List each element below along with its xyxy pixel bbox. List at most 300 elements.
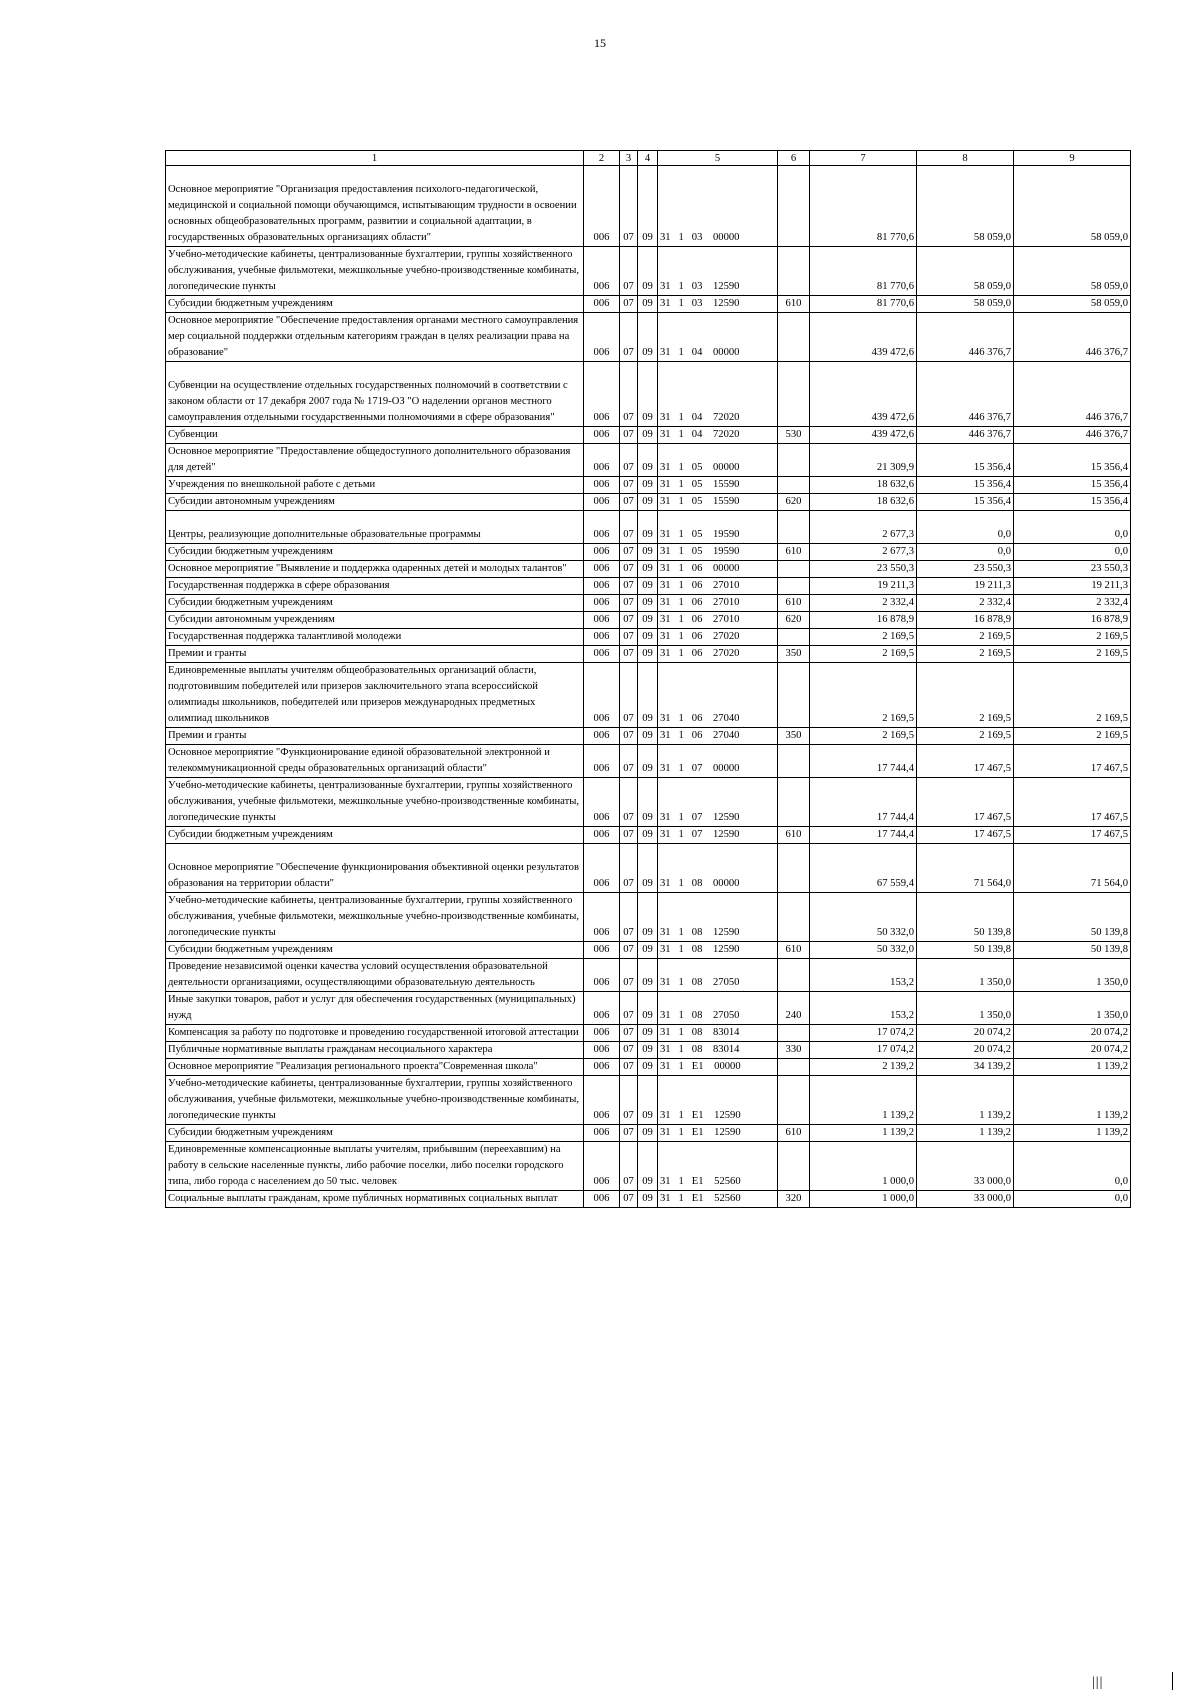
subsection-code-cell: 09 [638, 959, 658, 992]
table-row [166, 494, 1131, 511]
amount-col9-cell: 50 139,8 [1014, 893, 1131, 942]
amount-col9-cell: 2 169,5 [1014, 728, 1131, 745]
amount-col9-cell: 0,0 [1014, 511, 1131, 544]
row-name-cell: Учебно-методические кабинеты, централизованные бухгалтерии, группы хозяйственного обслуживания, учебные фильмотеки, межшкольные учебно-производственные комбинаты, логопедические пункты [166, 247, 584, 296]
table-row [166, 595, 1131, 612]
target-item-code-cell: 31 1 06 27010 [658, 595, 778, 612]
section-code-cell: 07 [620, 313, 638, 362]
table-row [166, 844, 1131, 893]
target-item-code-cell: 31 1 E1 12590 [658, 1076, 778, 1125]
row-name-cell: Субсидии бюджетным учреждениям [166, 1125, 584, 1142]
subsection-code-cell: 09 [638, 745, 658, 778]
target-item-code-cell: 31 1 08 83014 [658, 1025, 778, 1042]
amount-col8-cell: 2 169,5 [917, 728, 1014, 745]
table-row [166, 1025, 1131, 1042]
table-row [166, 942, 1131, 959]
amount-col8-cell: 20 074,2 [917, 1042, 1014, 1059]
subsection-code-cell: 09 [638, 544, 658, 561]
amount-col8-cell: 15 356,4 [917, 477, 1014, 494]
subsection-code-cell: 09 [638, 494, 658, 511]
amount-col8-cell: 17 467,5 [917, 778, 1014, 827]
amount-col9-cell: 1 350,0 [1014, 992, 1131, 1025]
section-code-cell: 07 [620, 992, 638, 1025]
chapter-code-cell: 006 [584, 362, 620, 427]
amount-col8-cell: 58 059,0 [917, 296, 1014, 313]
amount-col9-cell: 23 550,3 [1014, 561, 1131, 578]
amount-col8-cell: 19 211,3 [917, 578, 1014, 595]
row-name-cell: Премии и гранты [166, 646, 584, 663]
table-row [166, 296, 1131, 313]
row-name-cell: Основное мероприятие "Функционирование единой образовательной электронной и телекоммуникационной среды образовательных организаций области" [166, 745, 584, 778]
subsection-code-cell: 09 [638, 166, 658, 247]
section-code-cell: 07 [620, 745, 638, 778]
target-item-code-cell: 31 1 E1 12590 [658, 1125, 778, 1142]
table-row [166, 166, 1131, 247]
subsection-code-cell: 09 [638, 1076, 658, 1125]
table-row [166, 544, 1131, 561]
row-name-cell: Субсидии бюджетным учреждениям [166, 827, 584, 844]
section-code-cell: 07 [620, 544, 638, 561]
expense-type-cell: 610 [778, 595, 810, 612]
amount-col7-cell: 2 169,5 [810, 663, 917, 728]
expense-type-cell [778, 362, 810, 427]
amount-col7-cell: 81 770,6 [810, 247, 917, 296]
subsection-code-cell: 09 [638, 844, 658, 893]
chapter-code-cell: 006 [584, 1191, 620, 1208]
header-cell: 5 [658, 151, 778, 166]
row-name-cell: Основное мероприятие "Предоставление общедоступного дополнительного образования для детей" [166, 444, 584, 477]
table-row [166, 511, 1131, 544]
expense-type-cell [778, 578, 810, 595]
target-item-code-cell: 31 1 07 12590 [658, 778, 778, 827]
chapter-code-cell: 006 [584, 1042, 620, 1059]
amount-col8-cell: 50 139,8 [917, 893, 1014, 942]
row-name-cell: Субсидии бюджетным учреждениям [166, 942, 584, 959]
row-name-cell: Основное мероприятие "Организация предоставления психолого-педагогической, медицинской и социальной помощи обучающимся, испытывающим трудности в освоении основных общеобразовательных программ, развитии и социальной адаптации, в государственных образовательных организациях области" [166, 166, 584, 247]
row-name-cell: Субсидии бюджетным учреждениям [166, 296, 584, 313]
amount-col7-cell: 2 677,3 [810, 544, 917, 561]
chapter-code-cell: 006 [584, 959, 620, 992]
target-item-code-cell: 31 1 06 27020 [658, 629, 778, 646]
target-item-code-cell: 31 1 08 27050 [658, 959, 778, 992]
expense-type-cell: 610 [778, 1125, 810, 1142]
chapter-code-cell: 006 [584, 427, 620, 444]
amount-col8-cell: 58 059,0 [917, 166, 1014, 247]
target-item-code-cell: 31 1 08 83014 [658, 1042, 778, 1059]
target-item-code-cell: 31 1 05 19590 [658, 544, 778, 561]
amount-col9-cell: 15 356,4 [1014, 444, 1131, 477]
row-name-cell: Учебно-методические кабинеты, централизованные бухгалтерии, группы хозяйственного обслуживания, учебные фильмотеки, межшкольные учебно-производственные комбинаты, логопедические пункты [166, 893, 584, 942]
table-row [166, 778, 1131, 827]
subsection-code-cell: 09 [638, 427, 658, 444]
target-item-code-cell: 31 1 06 27020 [658, 646, 778, 663]
amount-col7-cell: 2 169,5 [810, 646, 917, 663]
subsection-code-cell: 09 [638, 1059, 658, 1076]
row-name-cell: Единовременные компенсационные выплаты учителям, прибывшим (переехавшим) на работу в сельские населенные пункты, либо рабочие поселки, либо поселки городского типа, либо города с населением до 50 тыс. человек [166, 1142, 584, 1191]
chapter-code-cell: 006 [584, 313, 620, 362]
target-item-code-cell: 31 1 06 27040 [658, 663, 778, 728]
amount-col8-cell: 2 169,5 [917, 663, 1014, 728]
amount-col9-cell: 1 350,0 [1014, 959, 1131, 992]
subsection-code-cell: 09 [638, 629, 658, 646]
row-name-cell: Учреждения по внешкольной работе с детьми [166, 477, 584, 494]
row-name-cell: Основное мероприятие "Выявление и поддержка одаренных детей и молодых талантов" [166, 561, 584, 578]
target-item-code-cell: 31 1 03 12590 [658, 296, 778, 313]
amount-col9-cell: 446 376,7 [1014, 313, 1131, 362]
section-code-cell: 07 [620, 1142, 638, 1191]
amount-col8-cell: 2 169,5 [917, 646, 1014, 663]
expense-type-cell: 610 [778, 942, 810, 959]
chapter-code-cell: 006 [584, 844, 620, 893]
chapter-code-cell: 006 [584, 778, 620, 827]
chapter-code-cell: 006 [584, 827, 620, 844]
target-item-code-cell: 31 1 04 72020 [658, 362, 778, 427]
amount-col9-cell: 17 467,5 [1014, 778, 1131, 827]
section-code-cell: 07 [620, 942, 638, 959]
section-code-cell: 07 [620, 166, 638, 247]
amount-col9-cell: 0,0 [1014, 544, 1131, 561]
expense-type-cell [778, 313, 810, 362]
amount-col9-cell: 1 139,2 [1014, 1125, 1131, 1142]
amount-col9-cell: 58 059,0 [1014, 166, 1131, 247]
header-cell: 7 [810, 151, 917, 166]
expense-type-cell: 620 [778, 612, 810, 629]
target-item-code-cell: 31 1 05 00000 [658, 444, 778, 477]
amount-col7-cell: 439 472,6 [810, 362, 917, 427]
expense-type-cell [778, 629, 810, 646]
amount-col7-cell: 67 559,4 [810, 844, 917, 893]
amount-col8-cell: 1 350,0 [917, 992, 1014, 1025]
subsection-code-cell: 09 [638, 362, 658, 427]
expense-type-cell [778, 745, 810, 778]
amount-col8-cell: 71 564,0 [917, 844, 1014, 893]
amount-col7-cell: 17 744,4 [810, 778, 917, 827]
chapter-code-cell: 006 [584, 646, 620, 663]
section-code-cell: 07 [620, 1076, 638, 1125]
amount-col7-cell: 18 632,6 [810, 477, 917, 494]
row-name-cell: Субсидии автономным учреждениям [166, 494, 584, 511]
amount-col8-cell: 0,0 [917, 544, 1014, 561]
subsection-code-cell: 09 [638, 778, 658, 827]
target-item-code-cell: 31 1 05 19590 [658, 511, 778, 544]
table-row [166, 1191, 1131, 1208]
row-name-cell: Субвенции на осуществление отдельных государственных полномочий в соответствии с законом области от 17 декабря 2007 года № 1719-ОЗ "О наделении органов местного самоуправления отдельными государственными полномочиями в сфере образования" [166, 362, 584, 427]
expense-type-cell: 610 [778, 296, 810, 313]
expense-type-cell [778, 477, 810, 494]
header-cell: 2 [584, 151, 620, 166]
subsection-code-cell: 09 [638, 827, 658, 844]
subsection-code-cell: 09 [638, 942, 658, 959]
margin-marks: ||| [1092, 1675, 1104, 1690]
section-code-cell: 07 [620, 844, 638, 893]
header-cell: 1 [166, 151, 584, 166]
subsection-code-cell: 09 [638, 578, 658, 595]
amount-col8-cell: 33 000,0 [917, 1142, 1014, 1191]
subsection-code-cell: 09 [638, 296, 658, 313]
chapter-code-cell: 006 [584, 595, 620, 612]
amount-col8-cell: 15 356,4 [917, 494, 1014, 511]
amount-col9-cell: 0,0 [1014, 1142, 1131, 1191]
section-code-cell: 07 [620, 1025, 638, 1042]
row-name-cell: Основное мероприятие "Обеспечение функционирования объективной оценки результатов образования на территории области" [166, 844, 584, 893]
amount-col9-cell: 446 376,7 [1014, 427, 1131, 444]
header-cell: 6 [778, 151, 810, 166]
section-code-cell: 07 [620, 444, 638, 477]
table-row [166, 959, 1131, 992]
chapter-code-cell: 006 [584, 992, 620, 1025]
table-row [166, 1142, 1131, 1191]
target-item-code-cell: 31 1 E1 52560 [658, 1142, 778, 1191]
subsection-code-cell: 09 [638, 1191, 658, 1208]
amount-col8-cell: 17 467,5 [917, 745, 1014, 778]
target-item-code-cell: 31 1 03 12590 [658, 247, 778, 296]
expense-type-cell [778, 561, 810, 578]
amount-col8-cell: 1 139,2 [917, 1125, 1014, 1142]
header-cell: 3 [620, 151, 638, 166]
amount-col9-cell: 15 356,4 [1014, 477, 1131, 494]
chapter-code-cell: 006 [584, 544, 620, 561]
target-item-code-cell: 31 1 05 15590 [658, 477, 778, 494]
row-name-cell: Государственная поддержка в сфере образования [166, 578, 584, 595]
target-item-code-cell: 31 1 06 27010 [658, 578, 778, 595]
amount-col9-cell: 0,0 [1014, 1191, 1131, 1208]
amount-col8-cell: 17 467,5 [917, 827, 1014, 844]
section-code-cell: 07 [620, 561, 638, 578]
chapter-code-cell: 006 [584, 247, 620, 296]
table-row [166, 578, 1131, 595]
target-item-code-cell: 31 1 08 12590 [658, 942, 778, 959]
chapter-code-cell: 006 [584, 893, 620, 942]
amount-col9-cell: 1 139,2 [1014, 1059, 1131, 1076]
table-row [166, 663, 1131, 728]
table-row [166, 992, 1131, 1025]
amount-col7-cell: 81 770,6 [810, 166, 917, 247]
table-row [166, 893, 1131, 942]
section-code-cell: 07 [620, 477, 638, 494]
amount-col7-cell: 21 309,9 [810, 444, 917, 477]
subsection-code-cell: 09 [638, 1125, 658, 1142]
amount-col7-cell: 81 770,6 [810, 296, 917, 313]
table-row [166, 629, 1131, 646]
amount-col7-cell: 50 332,0 [810, 893, 917, 942]
amount-col7-cell: 17 744,4 [810, 827, 917, 844]
amount-col8-cell: 20 074,2 [917, 1025, 1014, 1042]
amount-col7-cell: 17 074,2 [810, 1042, 917, 1059]
amount-col8-cell: 1 350,0 [917, 959, 1014, 992]
section-code-cell: 07 [620, 595, 638, 612]
target-item-code-cell: 31 1 E1 00000 [658, 1059, 778, 1076]
amount-col9-cell: 16 878,9 [1014, 612, 1131, 629]
expense-type-cell: 330 [778, 1042, 810, 1059]
subsection-code-cell: 09 [638, 1142, 658, 1191]
expense-type-cell [778, 1076, 810, 1125]
amount-col8-cell: 0,0 [917, 511, 1014, 544]
section-code-cell: 07 [620, 728, 638, 745]
section-code-cell: 07 [620, 296, 638, 313]
chapter-code-cell: 006 [584, 1125, 620, 1142]
expense-type-cell: 350 [778, 646, 810, 663]
section-code-cell: 07 [620, 612, 638, 629]
expense-type-cell: 350 [778, 728, 810, 745]
row-name-cell: Проведение независимой оценки качества условий осуществления образовательной деятельности организациями, осуществляющими образовательную деятельность [166, 959, 584, 992]
chapter-code-cell: 006 [584, 728, 620, 745]
amount-col7-cell: 1 139,2 [810, 1076, 917, 1125]
amount-col8-cell: 15 356,4 [917, 444, 1014, 477]
margin-mark [1172, 1672, 1173, 1690]
table-row [166, 561, 1131, 578]
expense-type-cell [778, 1059, 810, 1076]
target-item-code-cell: 31 1 07 00000 [658, 745, 778, 778]
subsection-code-cell: 09 [638, 247, 658, 296]
chapter-code-cell: 006 [584, 477, 620, 494]
row-name-cell: Компенсация за работу по подготовке и проведению государственной итоговой аттестации [166, 1025, 584, 1042]
expense-type-cell: 320 [778, 1191, 810, 1208]
expense-type-cell [778, 247, 810, 296]
amount-col8-cell: 1 139,2 [917, 1076, 1014, 1125]
amount-col7-cell: 50 332,0 [810, 942, 917, 959]
header-cell: 4 [638, 151, 658, 166]
target-item-code-cell: 31 1 03 00000 [658, 166, 778, 247]
subsection-code-cell: 09 [638, 992, 658, 1025]
amount-col7-cell: 2 677,3 [810, 511, 917, 544]
expense-type-cell: 620 [778, 494, 810, 511]
section-code-cell: 07 [620, 427, 638, 444]
expense-type-cell: 610 [778, 827, 810, 844]
chapter-code-cell: 006 [584, 444, 620, 477]
table-header-row [166, 151, 1131, 166]
table-row [166, 745, 1131, 778]
table-row [166, 612, 1131, 629]
section-code-cell: 07 [620, 1059, 638, 1076]
section-code-cell: 07 [620, 959, 638, 992]
amount-col7-cell: 439 472,6 [810, 313, 917, 362]
amount-col7-cell: 17 744,4 [810, 745, 917, 778]
expense-type-cell [778, 511, 810, 544]
amount-col8-cell: 2 332,4 [917, 595, 1014, 612]
chapter-code-cell: 006 [584, 1025, 620, 1042]
section-code-cell: 07 [620, 494, 638, 511]
amount-col9-cell: 1 139,2 [1014, 1076, 1131, 1125]
amount-col8-cell: 33 000,0 [917, 1191, 1014, 1208]
amount-col7-cell: 1 000,0 [810, 1142, 917, 1191]
amount-col9-cell: 2 169,5 [1014, 629, 1131, 646]
amount-col9-cell: 15 356,4 [1014, 494, 1131, 511]
subsection-code-cell: 09 [638, 663, 658, 728]
amount-col7-cell: 2 139,2 [810, 1059, 917, 1076]
amount-col9-cell: 58 059,0 [1014, 247, 1131, 296]
subsection-code-cell: 09 [638, 612, 658, 629]
row-name-cell: Основное мероприятие "Реализация регионального проекта"Современная школа" [166, 1059, 584, 1076]
section-code-cell: 07 [620, 578, 638, 595]
row-name-cell: Субсидии бюджетным учреждениям [166, 595, 584, 612]
amount-col7-cell: 17 074,2 [810, 1025, 917, 1042]
section-code-cell: 07 [620, 1125, 638, 1142]
row-name-cell: Публичные нормативные выплаты гражданам несоциального характера [166, 1042, 584, 1059]
amount-col7-cell: 2 169,5 [810, 629, 917, 646]
chapter-code-cell: 006 [584, 166, 620, 247]
chapter-code-cell: 006 [584, 745, 620, 778]
expense-type-cell [778, 778, 810, 827]
expense-type-cell [778, 1025, 810, 1042]
amount-col9-cell: 446 376,7 [1014, 362, 1131, 427]
chapter-code-cell: 006 [584, 296, 620, 313]
table-row [166, 1042, 1131, 1059]
row-name-cell: Государственная поддержка талантливой молодежи [166, 629, 584, 646]
amount-col7-cell: 2 169,5 [810, 728, 917, 745]
target-item-code-cell: 31 1 06 00000 [658, 561, 778, 578]
table-row [166, 477, 1131, 494]
table-row [166, 247, 1131, 296]
amount-col9-cell: 2 332,4 [1014, 595, 1131, 612]
chapter-code-cell: 006 [584, 942, 620, 959]
table-row [166, 646, 1131, 663]
amount-col7-cell: 1 000,0 [810, 1191, 917, 1208]
amount-col8-cell: 58 059,0 [917, 247, 1014, 296]
subsection-code-cell: 09 [638, 511, 658, 544]
section-code-cell: 07 [620, 511, 638, 544]
amount-col7-cell: 439 472,6 [810, 427, 917, 444]
amount-col9-cell: 2 169,5 [1014, 646, 1131, 663]
section-code-cell: 07 [620, 827, 638, 844]
amount-col7-cell: 19 211,3 [810, 578, 917, 595]
chapter-code-cell: 006 [584, 561, 620, 578]
row-name-cell: Единовременные выплаты учителям общеобразовательных организаций области, подготовившим победителей или призеров заключительного этапа всероссийской олимпиады школьников, победителей или призеров международных предметных олимпиад школьников [166, 663, 584, 728]
chapter-code-cell: 006 [584, 511, 620, 544]
amount-col8-cell: 446 376,7 [917, 313, 1014, 362]
subsection-code-cell: 09 [638, 595, 658, 612]
row-name-cell: Субсидии бюджетным учреждениям [166, 544, 584, 561]
row-name-cell: Основное мероприятие "Обеспечение предоставления органами местного самоуправления мер социальной поддержки отдельным категориям граждан в целях реализации права на образование" [166, 313, 584, 362]
expense-type-cell [778, 893, 810, 942]
target-item-code-cell: 31 1 08 27050 [658, 992, 778, 1025]
expense-type-cell [778, 1142, 810, 1191]
header-cell: 8 [917, 151, 1014, 166]
row-name-cell: Центры, реализующие дополнительные образовательные программы [166, 511, 584, 544]
row-name-cell: Иные закупки товаров, работ и услуг для обеспечения государственных (муниципальных) нужд [166, 992, 584, 1025]
chapter-code-cell: 006 [584, 578, 620, 595]
section-code-cell: 07 [620, 1042, 638, 1059]
expense-type-cell [778, 844, 810, 893]
header-cell: 9 [1014, 151, 1131, 166]
amount-col7-cell: 153,2 [810, 992, 917, 1025]
chapter-code-cell: 006 [584, 1076, 620, 1125]
target-item-code-cell: 31 1 E1 52560 [658, 1191, 778, 1208]
subsection-code-cell: 09 [638, 893, 658, 942]
row-name-cell: Премии и гранты [166, 728, 584, 745]
chapter-code-cell: 006 [584, 663, 620, 728]
row-name-cell: Учебно-методические кабинеты, централизованные бухгалтерии, группы хозяйственного обслуживания, учебные фильмотеки, межшкольные учебно-производственные комбинаты, логопедические пункты [166, 778, 584, 827]
chapter-code-cell: 006 [584, 612, 620, 629]
table-row [166, 1076, 1131, 1125]
table-row [166, 1059, 1131, 1076]
section-code-cell: 07 [620, 362, 638, 427]
chapter-code-cell: 006 [584, 1059, 620, 1076]
target-item-code-cell: 31 1 05 15590 [658, 494, 778, 511]
expense-type-cell [778, 444, 810, 477]
table-row [166, 427, 1131, 444]
subsection-code-cell: 09 [638, 313, 658, 362]
subsection-code-cell: 09 [638, 728, 658, 745]
target-item-code-cell: 31 1 08 12590 [658, 893, 778, 942]
table-row [166, 827, 1131, 844]
amount-col7-cell: 2 332,4 [810, 595, 917, 612]
amount-col9-cell: 2 169,5 [1014, 663, 1131, 728]
table-row [166, 444, 1131, 477]
amount-col8-cell: 34 139,2 [917, 1059, 1014, 1076]
section-code-cell: 07 [620, 629, 638, 646]
expense-type-cell [778, 663, 810, 728]
target-item-code-cell: 31 1 08 00000 [658, 844, 778, 893]
